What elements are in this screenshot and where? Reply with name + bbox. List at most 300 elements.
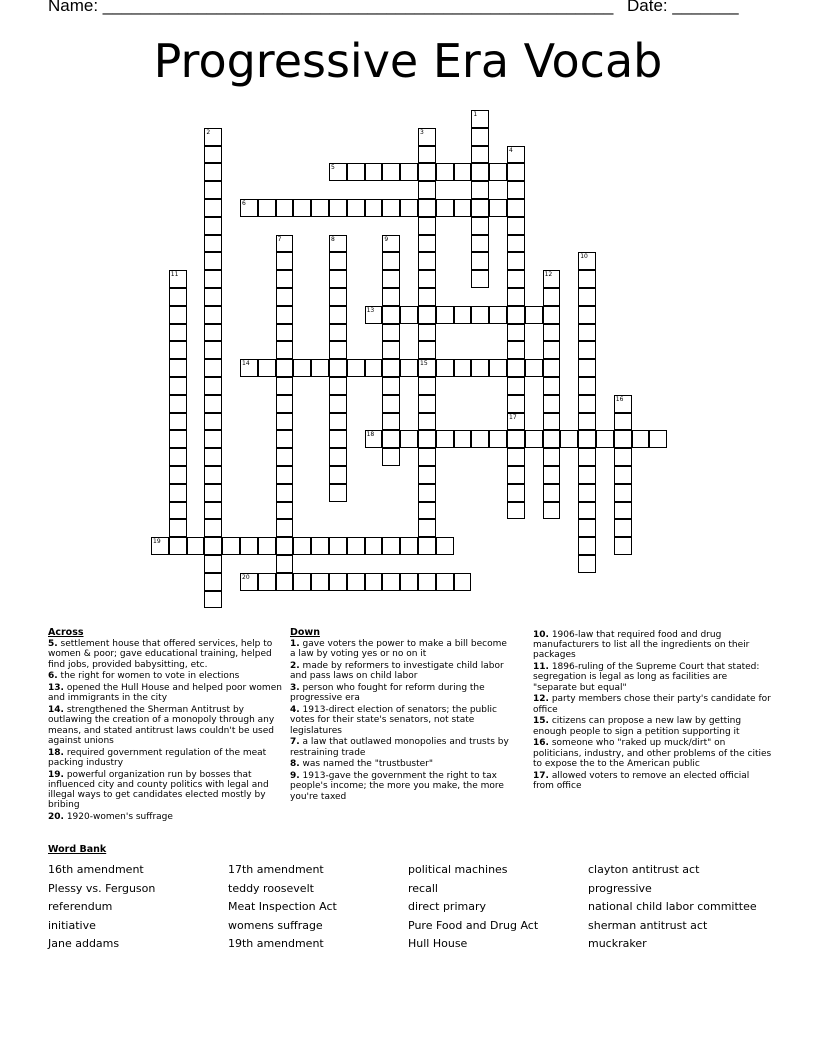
crossword-cell[interactable] [329, 395, 347, 413]
crossword-cell[interactable] [204, 288, 222, 306]
crossword-cell[interactable] [418, 199, 436, 217]
crossword-cell[interactable] [418, 235, 436, 253]
crossword-cell[interactable] [365, 359, 383, 377]
crossword-cell[interactable] [507, 448, 525, 466]
crossword-cell[interactable] [347, 537, 365, 555]
crossword-cell[interactable] [543, 306, 561, 324]
crossword-cell[interactable] [204, 555, 222, 573]
crossword-cell[interactable] [329, 377, 347, 395]
crossword-cell[interactable] [276, 484, 294, 502]
crossword-cell[interactable] [649, 430, 667, 448]
crossword-cell[interactable] [347, 573, 365, 591]
crossword-cell[interactable] [418, 502, 436, 520]
crossword-cell[interactable] [329, 413, 347, 431]
crossword-cell[interactable] [471, 430, 489, 448]
crossword-cell[interactable] [276, 448, 294, 466]
crossword-cell[interactable] [311, 537, 329, 555]
crossword-cell[interactable] [365, 199, 383, 217]
clue-number: 5. [48, 639, 58, 650]
clue-number: 17. [533, 770, 549, 781]
crossword-cell[interactable] [489, 306, 507, 324]
crossword-cell[interactable] [578, 537, 596, 555]
crossword-cell[interactable] [471, 359, 489, 377]
crossword-cell[interactable] [365, 537, 383, 555]
crossword-cell[interactable] [471, 128, 489, 146]
crossword-cell[interactable] [418, 484, 436, 502]
crossword-cell[interactable] [400, 573, 418, 591]
crossword-cell[interactable] [169, 537, 187, 555]
crossword-cell[interactable] [276, 430, 294, 448]
crossword-cell[interactable] [293, 199, 311, 217]
crossword-cell[interactable] [471, 306, 489, 324]
crossword-cell[interactable] [169, 288, 187, 306]
crossword-cell[interactable] [525, 306, 543, 324]
crossword-cell[interactable] [329, 537, 347, 555]
clue-item [48, 705, 283, 746]
crossword-cell[interactable] [382, 430, 400, 448]
crossword-cell[interactable] [507, 359, 525, 377]
crossword-cell[interactable] [382, 270, 400, 288]
crossword-cell[interactable] [169, 448, 187, 466]
crossword-cell[interactable] [578, 288, 596, 306]
crossword-cell[interactable] [204, 359, 222, 377]
crossword-cell[interactable] [258, 359, 276, 377]
crossword-cell[interactable] [436, 163, 454, 181]
clue-text: strengthened the Sherman Antitrust by outlawing the creation of a monopoly through any means, and stated antitrust laws couldn't be used against unions [48, 705, 275, 746]
crossword-cell[interactable] [382, 359, 400, 377]
crossword-cell[interactable] [276, 502, 294, 520]
date-field-label[interactable]: Date: _______ [627, 0, 739, 15]
crossword-cell[interactable] [204, 484, 222, 502]
crossword-cell[interactable] [543, 484, 561, 502]
clue-text: required government regulation of the meat packing industry [48, 747, 267, 768]
crossword-cell[interactable] [311, 199, 329, 217]
crossword-cell[interactable] [436, 573, 454, 591]
word-bank-item: Hull House [408, 937, 468, 951]
crossword-cell[interactable] [400, 306, 418, 324]
crossword-cell[interactable] [169, 430, 187, 448]
crossword-cell[interactable] [204, 413, 222, 431]
crossword-cell[interactable] [543, 466, 561, 484]
crossword-cell[interactable] [418, 217, 436, 235]
crossword-cell[interactable] [578, 502, 596, 520]
crossword-cell[interactable] [240, 359, 258, 377]
crossword-cell[interactable] [329, 359, 347, 377]
crossword-cell[interactable] [543, 359, 561, 377]
crossword-cell[interactable] [204, 217, 222, 235]
crossword-cell[interactable] [507, 270, 525, 288]
crossword-cell[interactable] [204, 235, 222, 253]
crossword-cell[interactable] [578, 359, 596, 377]
crossword-cell[interactable] [632, 430, 650, 448]
clue-text: 1913-direct election of senators; the public votes for their state's senators, not state legislatures [290, 705, 497, 736]
crossword-cell[interactable] [204, 128, 222, 146]
crossword-cell[interactable] [507, 252, 525, 270]
crossword-cell[interactable] [382, 199, 400, 217]
crossword-cell[interactable] [543, 502, 561, 520]
crossword-cell[interactable] [329, 341, 347, 359]
crossword-cell[interactable] [276, 359, 294, 377]
crossword-cell[interactable] [204, 270, 222, 288]
clue-number: 12 [544, 271, 553, 279]
clue-text: the right for women to vote in elections [57, 671, 240, 682]
clue-number: 3 [420, 128, 424, 136]
crossword-cell[interactable] [614, 466, 632, 484]
clue-number: 1 [473, 111, 478, 118]
crossword-cell[interactable] [276, 519, 294, 537]
crossword-cell[interactable] [311, 573, 329, 591]
crossword-cell[interactable] [436, 430, 454, 448]
crossword-cell[interactable] [418, 306, 436, 324]
crossword-cell[interactable] [578, 413, 596, 431]
crossword-cell[interactable] [489, 199, 507, 217]
crossword-cell[interactable] [382, 163, 400, 181]
crossword-cell[interactable] [204, 430, 222, 448]
clue-item [533, 716, 773, 736]
crossword-cell[interactable] [204, 163, 222, 181]
crossword-cell[interactable] [329, 270, 347, 288]
crossword-cell[interactable] [418, 430, 436, 448]
crossword-cell[interactable] [454, 163, 472, 181]
crossword-cell[interactable] [293, 537, 311, 555]
crossword-cell[interactable] [507, 306, 525, 324]
crossword-cell[interactable] [543, 341, 561, 359]
crossword-cell[interactable] [204, 252, 222, 270]
crossword-cell[interactable] [507, 413, 525, 431]
crossword-cell[interactable] [329, 288, 347, 306]
crossword-cell[interactable] [169, 377, 187, 395]
crossword-cell[interactable] [276, 270, 294, 288]
crossword-cell[interactable] [204, 377, 222, 395]
word-bank-item: 17th amendment [228, 863, 324, 876]
crossword-cell[interactable] [365, 573, 383, 591]
word-bank-item: initiative [48, 918, 96, 932]
crossword-cell[interactable] [507, 181, 525, 199]
crossword-cell[interactable] [240, 537, 258, 555]
crossword-cell[interactable] [436, 306, 454, 324]
crossword-cell[interactable] [169, 306, 187, 324]
crossword-cell[interactable] [543, 448, 561, 466]
crossword-cell[interactable] [204, 591, 222, 609]
crossword-cell[interactable] [578, 448, 596, 466]
crossword-cell[interactable] [276, 288, 294, 306]
crossword-cell[interactable] [418, 413, 436, 431]
crossword-cell[interactable] [204, 181, 222, 199]
clue-number: 9. [290, 771, 300, 782]
crossword-cell[interactable] [471, 270, 489, 288]
word-bank-item: recall [408, 881, 438, 895]
crossword-cell[interactable] [329, 430, 347, 448]
word-bank-item: Meat Inspection Act [228, 900, 337, 914]
crossword-cell[interactable] [507, 146, 525, 164]
crossword-cell[interactable] [382, 288, 400, 306]
crossword-cell[interactable] [507, 341, 525, 359]
crossword-cell[interactable] [418, 146, 436, 164]
crossword-cell[interactable] [418, 341, 436, 359]
crossword-cell[interactable] [418, 537, 436, 555]
crossword-cell[interactable] [578, 270, 596, 288]
crossword-cell[interactable] [418, 359, 436, 377]
crossword-cell[interactable] [400, 537, 418, 555]
crossword-cell[interactable] [204, 502, 222, 520]
crossword-cell[interactable] [471, 146, 489, 164]
crossword-cell[interactable] [276, 413, 294, 431]
crossword-cell[interactable] [614, 502, 632, 520]
crossword-cell[interactable] [382, 235, 400, 253]
crossword-cell[interactable] [436, 359, 454, 377]
crossword-cell[interactable] [578, 306, 596, 324]
crossword-cell[interactable] [276, 395, 294, 413]
crossword-cell[interactable] [614, 519, 632, 537]
crossword-cell[interactable] [276, 252, 294, 270]
crossword-cell[interactable] [293, 573, 311, 591]
crossword-cell[interactable] [418, 128, 436, 146]
crossword-cell[interactable] [204, 537, 222, 555]
crossword-cell[interactable] [382, 341, 400, 359]
crossword-cell[interactable] [454, 359, 472, 377]
crossword-cell[interactable] [204, 448, 222, 466]
crossword-cell[interactable] [614, 413, 632, 431]
crossword-cell[interactable] [400, 430, 418, 448]
crossword-cell[interactable] [507, 502, 525, 520]
crossword-cell[interactable] [169, 341, 187, 359]
crossword-cell[interactable] [151, 537, 169, 555]
crossword-cell[interactable] [382, 573, 400, 591]
crossword-cell[interactable] [471, 199, 489, 217]
crossword-cell[interactable] [418, 519, 436, 537]
clue-text: 1920-women's suffrage [63, 812, 173, 823]
crossword-cell[interactable] [454, 430, 472, 448]
across-heading: Across [48, 627, 84, 638]
crossword-cell[interactable] [382, 448, 400, 466]
crossword-cell[interactable] [418, 395, 436, 413]
crossword-cell[interactable] [400, 359, 418, 377]
crossword-cell[interactable] [258, 199, 276, 217]
crossword-cell[interactable] [400, 163, 418, 181]
crossword-cell[interactable] [507, 324, 525, 342]
name-field-label[interactable]: Name: ______________________________________________________ [48, 0, 614, 15]
crossword-cell[interactable] [614, 430, 632, 448]
crossword-cell[interactable] [507, 288, 525, 306]
word-bank-item: 16th amendment [48, 863, 144, 876]
crossword-cell[interactable] [614, 448, 632, 466]
crossword-cell[interactable] [276, 199, 294, 217]
crossword-cell[interactable] [169, 324, 187, 342]
crossword-cell[interactable] [400, 199, 418, 217]
crossword-cell[interactable] [471, 252, 489, 270]
crossword-cell[interactable] [293, 359, 311, 377]
crossword-cell[interactable] [169, 502, 187, 520]
crossword-cell[interactable] [382, 377, 400, 395]
crossword-cell[interactable] [418, 573, 436, 591]
page-title: Progressive Era Vocab [153, 34, 663, 88]
crossword-cell[interactable] [187, 537, 205, 555]
crossword-cell[interactable] [204, 146, 222, 164]
crossword-cell[interactable] [276, 324, 294, 342]
crossword-cell[interactable] [276, 537, 294, 555]
crossword-cell[interactable] [543, 270, 561, 288]
crossword-cell[interactable] [311, 359, 329, 377]
crossword-cell[interactable] [507, 466, 525, 484]
crossword-cell[interactable] [436, 537, 454, 555]
word-bank-item: muckraker [588, 937, 647, 951]
crossword-cell[interactable] [382, 306, 400, 324]
crossword-cell[interactable] [578, 395, 596, 413]
word-bank-item: direct primary [408, 900, 486, 914]
crossword-cell[interactable] [347, 199, 365, 217]
word-bank-item: Jane addams [48, 937, 120, 951]
crossword-cell[interactable] [489, 359, 507, 377]
crossword-cell[interactable] [276, 555, 294, 573]
crossword-cell[interactable] [382, 537, 400, 555]
crossword-cell[interactable] [507, 484, 525, 502]
crossword-cell[interactable] [382, 395, 400, 413]
crossword-cell[interactable] [204, 395, 222, 413]
crossword-cell[interactable] [454, 306, 472, 324]
crossword-cell[interactable] [240, 573, 258, 591]
crossword-cell[interactable] [276, 377, 294, 395]
clue-number: 8 [331, 235, 335, 243]
crossword-cell[interactable] [169, 413, 187, 431]
crossword-cell[interactable] [204, 306, 222, 324]
crossword-cell[interactable] [489, 430, 507, 448]
crossword-cell[interactable] [578, 555, 596, 573]
word-bank-item: clayton antitrust act [588, 863, 700, 876]
crossword-cell[interactable] [507, 430, 525, 448]
crossword-cell[interactable] [169, 466, 187, 484]
crossword-cell[interactable] [382, 324, 400, 342]
clue-number: 7 [277, 235, 282, 243]
crossword-cell[interactable] [525, 359, 543, 377]
crossword-cell[interactable] [276, 573, 294, 591]
crossword-cell[interactable] [578, 466, 596, 484]
crossword-cell[interactable] [329, 466, 347, 484]
crossword-cell[interactable] [204, 573, 222, 591]
crossword-cell[interactable] [578, 430, 596, 448]
crossword-cell[interactable] [543, 430, 561, 448]
crossword-cell[interactable] [507, 235, 525, 253]
crossword-cell[interactable] [418, 324, 436, 342]
crossword-cell[interactable] [329, 484, 347, 502]
crossword-cell[interactable] [418, 163, 436, 181]
crossword-cell[interactable] [258, 537, 276, 555]
crossword-cell[interactable] [222, 537, 240, 555]
clue-item [48, 639, 283, 670]
crossword-cell[interactable] [276, 235, 294, 253]
crossword-cell[interactable] [276, 466, 294, 484]
clue-number: 13. [48, 683, 64, 694]
crossword-cell[interactable] [418, 377, 436, 395]
crossword-cell[interactable] [169, 484, 187, 502]
crossword-cell[interactable] [471, 235, 489, 253]
crossword-cell[interactable] [578, 341, 596, 359]
crossword-cell[interactable] [365, 163, 383, 181]
crossword-cell[interactable] [436, 199, 454, 217]
crossword-cell[interactable] [507, 217, 525, 235]
crossword-cell[interactable] [418, 448, 436, 466]
crossword-cell[interactable] [169, 359, 187, 377]
clue-number: 16. [533, 738, 549, 749]
crossword-cell[interactable] [329, 573, 347, 591]
crossword-cell[interactable] [471, 217, 489, 235]
crossword-cell[interactable] [382, 413, 400, 431]
crossword-cell[interactable] [329, 324, 347, 342]
crossword-cell[interactable] [418, 181, 436, 199]
crossword-cell[interactable] [169, 519, 187, 537]
crossword-cell[interactable] [543, 324, 561, 342]
clue-number: 7. [290, 737, 300, 748]
crossword-cell[interactable] [471, 181, 489, 199]
crossword-cell[interactable] [578, 324, 596, 342]
crossword-cell[interactable] [507, 395, 525, 413]
crossword-cell[interactable] [365, 306, 383, 324]
crossword-cell[interactable] [614, 395, 632, 413]
crossword-cell[interactable] [347, 163, 365, 181]
crossword-cell[interactable] [382, 252, 400, 270]
crossword-cell[interactable] [329, 252, 347, 270]
crossword-cell[interactable] [596, 430, 614, 448]
crossword-cell[interactable] [507, 163, 525, 181]
crossword-cell[interactable] [614, 484, 632, 502]
crossword-cell[interactable] [276, 306, 294, 324]
clue-item [290, 661, 515, 681]
crossword-cell[interactable] [329, 199, 347, 217]
crossword-cell[interactable] [578, 519, 596, 537]
crossword-cell[interactable] [329, 448, 347, 466]
crossword-cell[interactable] [525, 430, 543, 448]
crossword-cell[interactable] [276, 341, 294, 359]
crossword-cell[interactable] [240, 199, 258, 217]
crossword-cell[interactable] [507, 199, 525, 217]
crossword-cell[interactable] [347, 359, 365, 377]
crossword-cell[interactable] [329, 306, 347, 324]
clue-number: 19 [153, 538, 161, 546]
crossword-cell[interactable] [258, 573, 276, 591]
crossword-cell[interactable] [614, 537, 632, 555]
clue-text: citizens can propose a new law by getting enough people to sign a petition supporting it [533, 716, 742, 737]
crossword-cell[interactable] [204, 519, 222, 537]
crossword-cell[interactable] [543, 413, 561, 431]
crossword-cell[interactable] [418, 288, 436, 306]
crossword-cell[interactable] [329, 235, 347, 253]
crossword-cell[interactable] [578, 377, 596, 395]
crossword-cell[interactable] [204, 466, 222, 484]
crossword-cell[interactable] [489, 163, 507, 181]
crossword-cell[interactable] [418, 466, 436, 484]
crossword-cell[interactable] [507, 377, 525, 395]
crossword-cell[interactable] [454, 199, 472, 217]
crossword-cell[interactable] [418, 252, 436, 270]
crossword-cell[interactable] [169, 270, 187, 288]
crossword-cell[interactable] [454, 573, 472, 591]
crossword-cell[interactable] [543, 377, 561, 395]
crossword-cell[interactable] [418, 270, 436, 288]
crossword-cell[interactable] [471, 163, 489, 181]
crossword-cell[interactable] [471, 110, 489, 128]
crossword-cell[interactable] [543, 395, 561, 413]
crossword-cell[interactable] [169, 395, 187, 413]
crossword-cell[interactable] [578, 252, 596, 270]
crossword-cell[interactable] [204, 341, 222, 359]
crossword-cell[interactable] [560, 430, 578, 448]
crossword-cell[interactable] [204, 324, 222, 342]
crossword-cell[interactable] [329, 163, 347, 181]
word-bank-item: teddy roosevelt [228, 881, 314, 895]
crossword-cell[interactable] [578, 484, 596, 502]
crossword-cell[interactable] [204, 199, 222, 217]
crossword-cell[interactable] [365, 430, 383, 448]
crossword-cell[interactable] [543, 288, 561, 306]
